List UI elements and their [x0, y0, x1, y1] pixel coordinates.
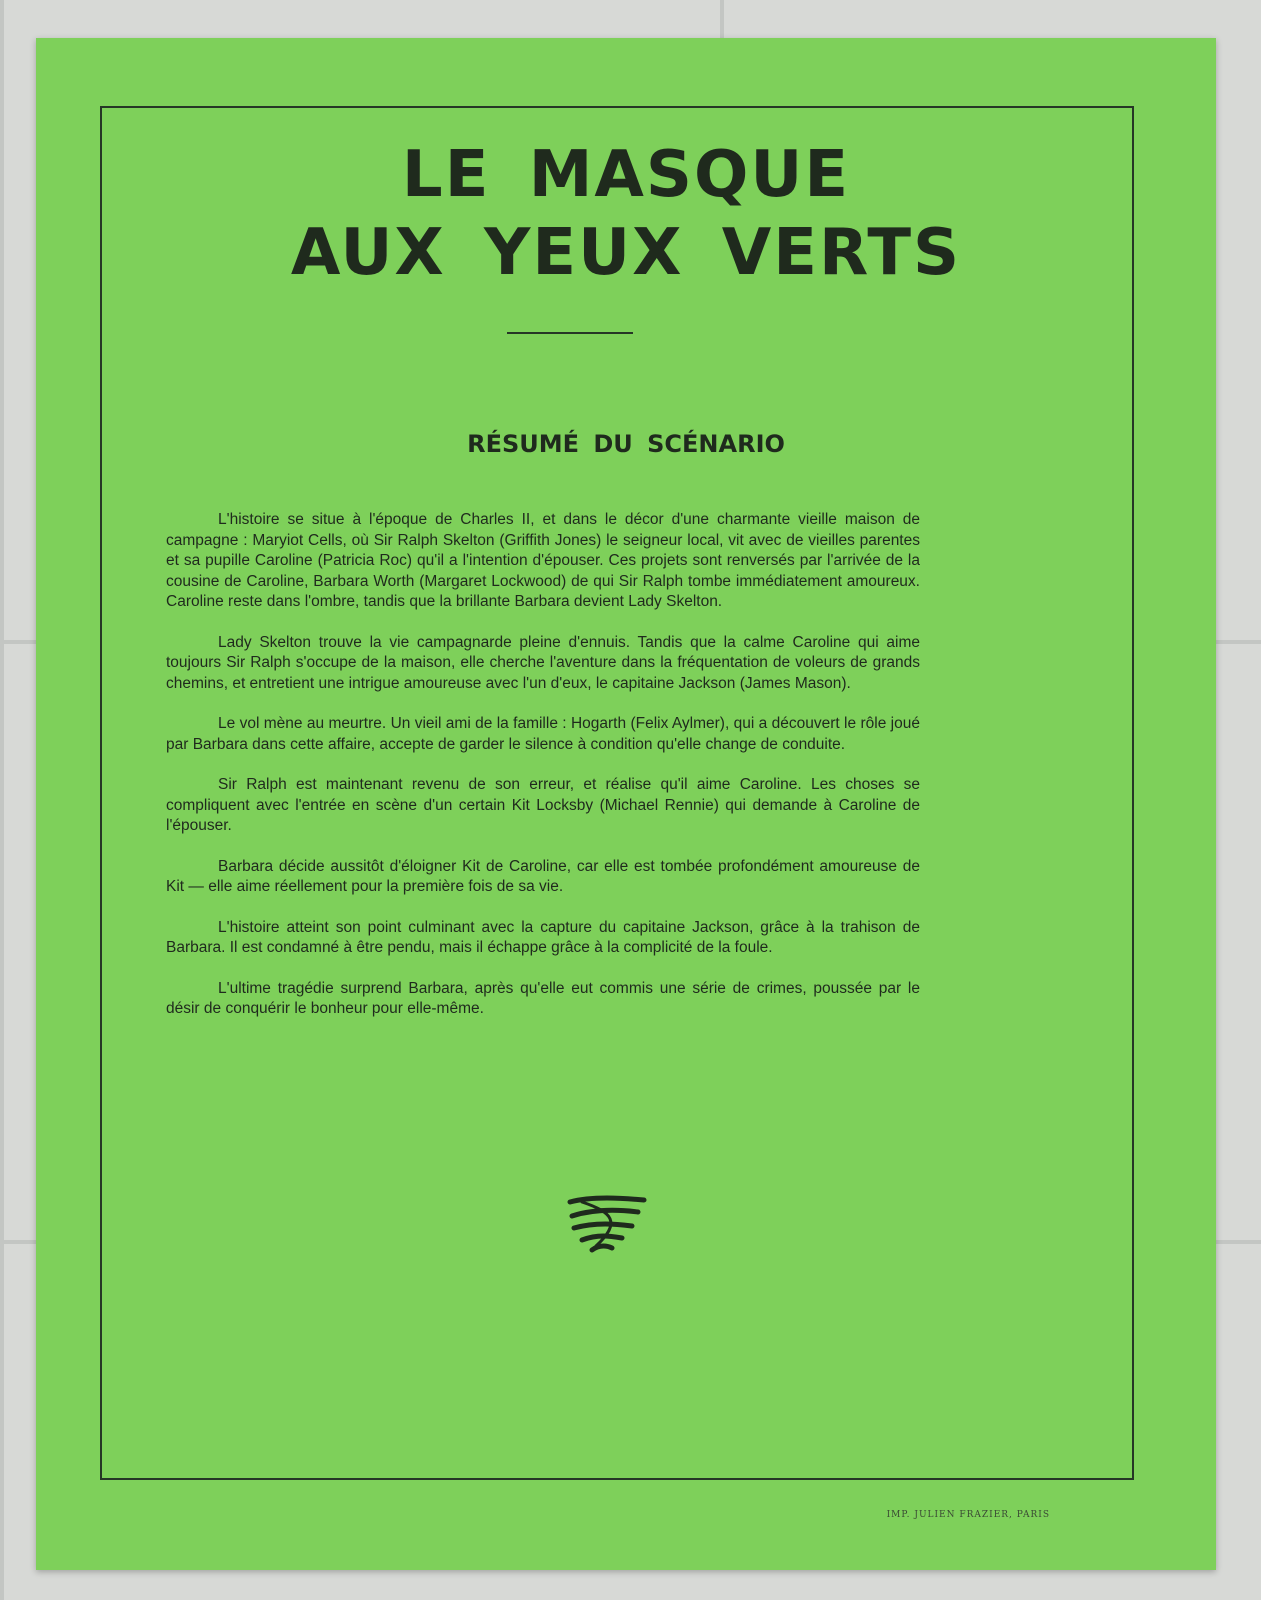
paragraph: L'histoire se situe à l'époque de Charles II, et dans le décor d'une charmante vieille maison de campagne : Maryiot Cells, où Sir Ralph Skelton (Griffith Jones) le seigneur local, vit avec de vieilles parentes et sa pupille Caroline (Patricia Roc) qu'il a l'intention d'épouser. Ces projets sont renversés par l'arrivée de la cousine de Caroline, Barbara Worth (Margaret Lockwood) de qui Sir Ralph tombe immédiatement amoureux. Caroline reste dans l'ombre, tandis que la brillante Barbara devient Lady Skelton. [166, 511, 920, 610]
synopsis-text [166, 510, 920, 1040]
floor-grout [0, 1240, 36, 1244]
paragraph: Sir Ralph est maintenant revenu de son erreur, et réalise qu'il aime Caroline. Les choses se compliquent avec l'entrée en scène d'un certain Kit Locksby (Michael Rennie) qui demande à Caroline de l'épouser. [166, 776, 920, 834]
paragraph: Le vol mène au meurtre. Un vieil ami de la famille : Hogarth (Felix Aylmer), qui a découvert le rôle joué par Barbara dans cette affaire, accepte de garder le silence à condition qu'elle change de conduite. [166, 715, 920, 753]
printer-credit: IMP. JULIEN FRAZIER, PARIS [886, 1510, 1050, 1520]
floor-grout [720, 0, 724, 38]
title-divider [507, 332, 633, 334]
paragraph: L'ultime tragédie surprend Barbara, après qu'elle eut commis une série de crimes, poussée par le désir de conquérir le bonheur pour elle-même. [166, 979, 920, 1017]
paragraph: Barbara décide aussitôt d'éloigner Kit de Caroline, car elle est tombée profondément amoureuse de Kit — elle aime réellement pour la première fois de sa vie. [166, 857, 920, 895]
floor-grout [0, 0, 4, 1600]
paragraph: Lady Skelton trouve la vie campagnarde pleine d'ennuis. Tandis que la calme Caroline qui aime toujours Sir Ralph s'occupe de la maison, elle cherche l'aventure dans la fréquentation de voleurs de grands chemins, et entretient une intrigue amoureuse avec l'un d'eux, le capitaine Jackson (James Mason). [166, 633, 920, 692]
floor-grout [1216, 640, 1261, 644]
floor-grout [0, 640, 36, 644]
floor-grout [1216, 1240, 1261, 1244]
title-line-1: LE MASQUE [401, 138, 851, 212]
distributor-scribble-logo-icon [552, 1188, 652, 1258]
paragraph: L'histoire atteint son point culminant avec la capture du capitaine Jackson, grâce à la trahison de Barbara. Il est condamné à être pendu, mais il échappe grâce à la complicité de la foule. [166, 918, 920, 956]
green-flyer-sheet [36, 38, 1216, 1570]
section-heading: RÉSUMÉ DU SCÉNARIO [467, 430, 785, 458]
title-line-2: AUX YEUX VERTS [290, 216, 962, 290]
